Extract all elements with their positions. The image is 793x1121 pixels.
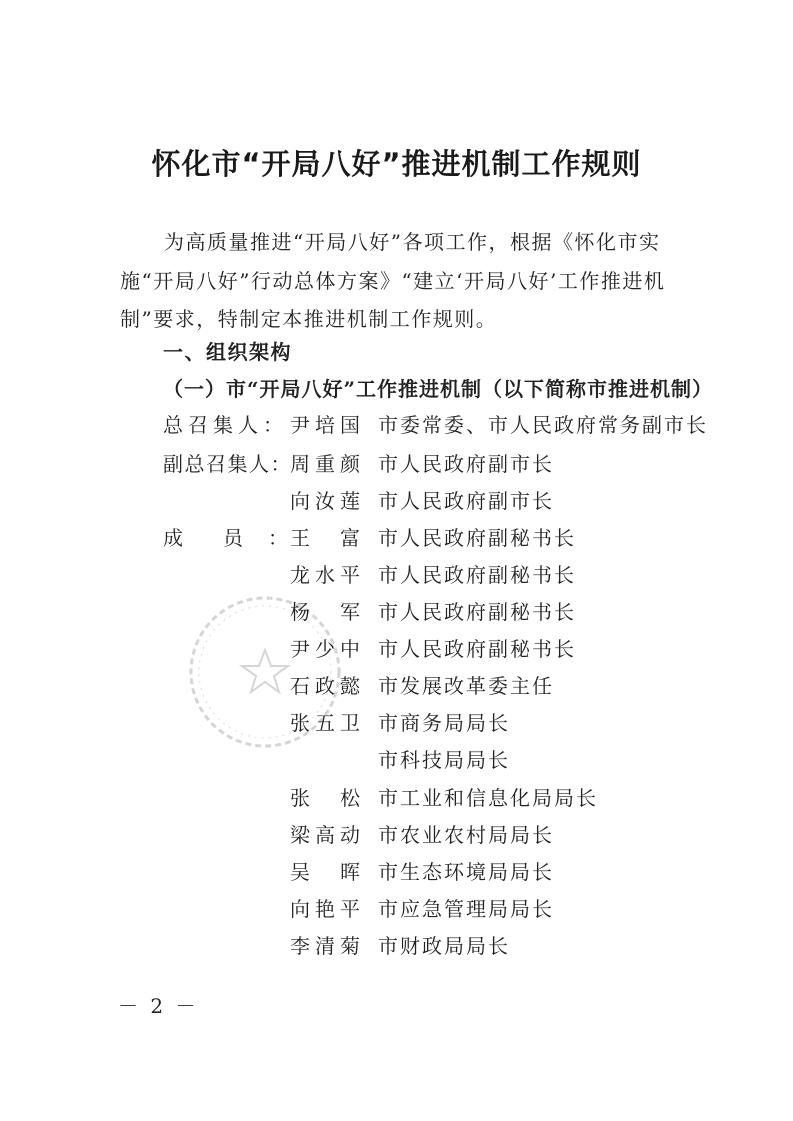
member-post: 市工业和信息化局局长 — [378, 786, 598, 810]
member-name: 石 政 懿 — [290, 674, 360, 698]
member-name: 周 重 颜 — [290, 452, 360, 476]
member-post: 市人民政府副市长 — [378, 452, 554, 476]
member-post: 市商务局局长 — [378, 711, 510, 735]
member-name: 尹 培 国 — [290, 413, 360, 437]
member-post: 市生态环境局局长 — [378, 860, 554, 884]
member-post: 市人民政府副市长 — [378, 489, 554, 513]
intro-paragraph: 为高质量推进“开局八好”各项工作，根据《怀化市实施“开局八好”行动总体方案》“建立‘开局八好’工作推进机制”要求，特制定本推进机制工作规则。 — [120, 230, 666, 331]
member-name: 张 松 — [290, 786, 360, 810]
member-role: 总 召 集 人 ： — [163, 413, 283, 437]
member-post: 市农业农村局局长 — [378, 823, 554, 847]
member-role: 副总召集人： — [163, 452, 292, 476]
member-post: 市科技局局长 — [378, 748, 510, 772]
member-name: 向 汝 莲 — [290, 489, 360, 513]
member-post: 市应急管理局局长 — [378, 897, 554, 921]
member-name: 张 五 卫 — [290, 711, 360, 735]
member-post: 市委常委、市人民政府常务副市长 — [378, 413, 708, 437]
subsection-heading-city-mechanism: （一）市“开局八好”工作推进机制（以下简称市推进机制） — [163, 377, 714, 401]
member-post: 市人民政府副秘书长 — [378, 637, 576, 661]
member-post: 市人民政府副秘书长 — [378, 526, 576, 550]
member-post: 市人民政府副秘书长 — [378, 563, 576, 587]
member-name: 李 清 菊 — [290, 934, 360, 958]
member-name: 梁 高 动 — [290, 823, 360, 847]
member-name: 王 富 — [290, 526, 360, 550]
member-post: 市发展改革委主任 — [378, 674, 554, 698]
section-heading-organization: 一、组织架构 — [163, 340, 292, 364]
member-post: 市人民政府副秘书长 — [378, 600, 576, 624]
member-name: 尹 少 中 — [290, 637, 360, 661]
member-name: 龙 水 平 — [290, 563, 360, 587]
member-role: 成 员 — [163, 526, 243, 550]
page-number: － 2 － — [118, 994, 199, 1018]
member-post: 市财政局局长 — [378, 934, 510, 958]
member-name: 向 艳 平 — [290, 897, 360, 921]
member-name: 杨 军 — [290, 600, 360, 624]
document-page: 怀化市“开局八好”推进机制工作规则 为高质量推进“开局八好”各项工作，根据《怀化市实施“开局八好”行动总体方案》“建立‘开局八好’工作推进机制”要求，特制定本推进机制工作规则。 一、组织架构 （一）市“开局八好”工作推进机制（以下简称市推进机制） 总 召 集 人 ： 尹 培 国 市委常委、市人民政府常务副市长 副总召集人： 周 重 颜 市人民政府副市长 向 汝 莲 市人民政府副市长 成 员 ： 王 富 市人民政府副秘书长 龙 水 平 市人民政府副秘书长 杨 军 市人民政府副秘书长 尹 少 中 市人民政府副秘书长 石 政 懿 市发展改革委主任 张 五 卫 市商务局局长 市科技局局长 张 松 市工业和信息化局局长 梁 高 动 市农业农村局局长 吴 晖 市生态环境局局长 向 艳 平 市应急管理局局长 李 清 菊 市财政局局长 － 2 － — [0, 0, 793, 1121]
document-title: 怀化市“开局八好”推进机制工作规则 — [151, 147, 642, 181]
member-name: 吴 晖 — [290, 860, 360, 884]
